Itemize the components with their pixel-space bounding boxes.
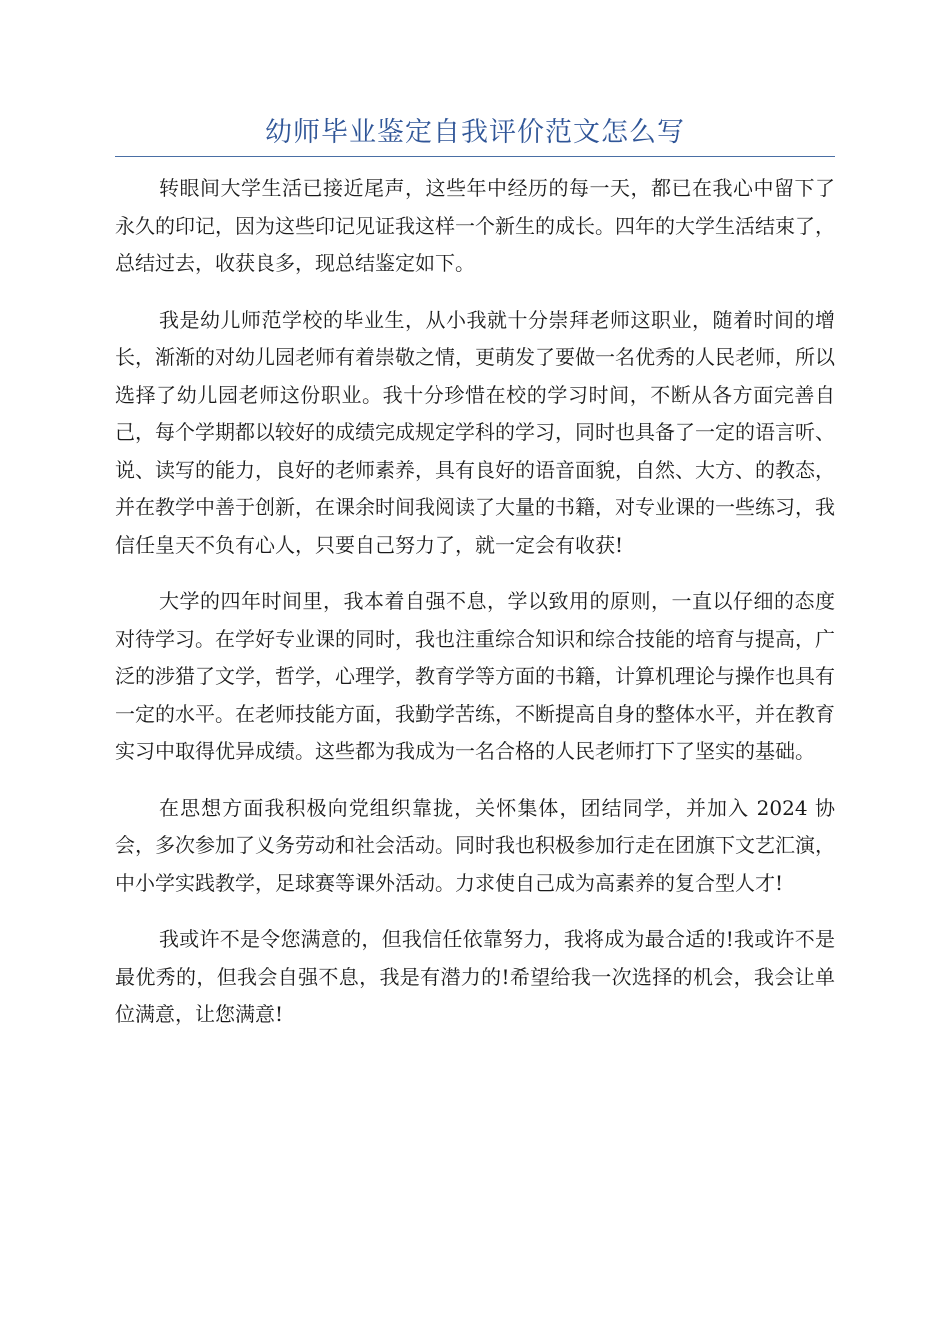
page-title: 幼师毕业鉴定自我评价范文怎么写 (265, 117, 685, 148)
paragraph-intro: 转眼间大学生活已接近尾声，这些年中经历的每一天，都已在我心中留下了永久的印记，因为这些印记见证我这样一个新生的成长。四年的大学生活结束了，总结过去，收获良多，现总结鉴定如下。 (115, 176, 835, 275)
title-block (115, 108, 835, 157)
paragraph-study: 我是幼儿师范学校的毕业生，从小我就十分崇拜老师这职业，随着时间的增长，渐渐的对幼儿园老师有着崇敬之情，更萌发了要做一名优秀的人民老师，所以选择了幼儿园老师这份职业。我十分珍惜在校的学习时间，不断从各方面完善自己，每个学期都以较好的成绩完成规定学科的学习，同时也具备了一定的语言听、说、读写的能力，良好的老师素养，具有良好的语音面貌，自然、大方、的教态，并在教学中善于创新，在课余时间我阅读了大量的书籍，对专业课的一些练习，我信任皇天不负有心人，只要自己努力了，就一定会有收获! (115, 307, 835, 557)
paragraph-ideology: 在思想方面我积极向党组织靠拢，关怀集体，团结同学，并加入 2024 协会，多次参加了义务劳动和社会活动。同时我也积极参加行走在团旗下文艺汇演，中小学实践教学，足球赛等课外活动。力求使自己成为高素养的复合型人才! (115, 795, 835, 895)
paragraph-closing: 我或许不是令您满意的，但我信任依靠努力，我将成为最合适的!我或许不是最优秀的，但我会自强不息，我是有潜力的!希望给我一次选择的机会，我会让单位满意，让您满意! (115, 927, 835, 1026)
paragraph-skills: 大学的四年时间里，我本着自强不息，学以致用的原则，一直以仔细的态度对待学习。在学好专业课的同时，我也注重综合知识和综合技能的培育与提高，广泛的涉猎了文学，哲学，心理学，教育学等方面的书籍，计算机理论与操作也具有一定的水平。在老师技能方面，我勤学苦练，不断提高自身的整体水平，并在教育实习中取得优异成绩。这些都为我成为一名合格的人民老师打下了坚实的基础。 (115, 589, 835, 763)
document-body (115, 170, 835, 1053)
